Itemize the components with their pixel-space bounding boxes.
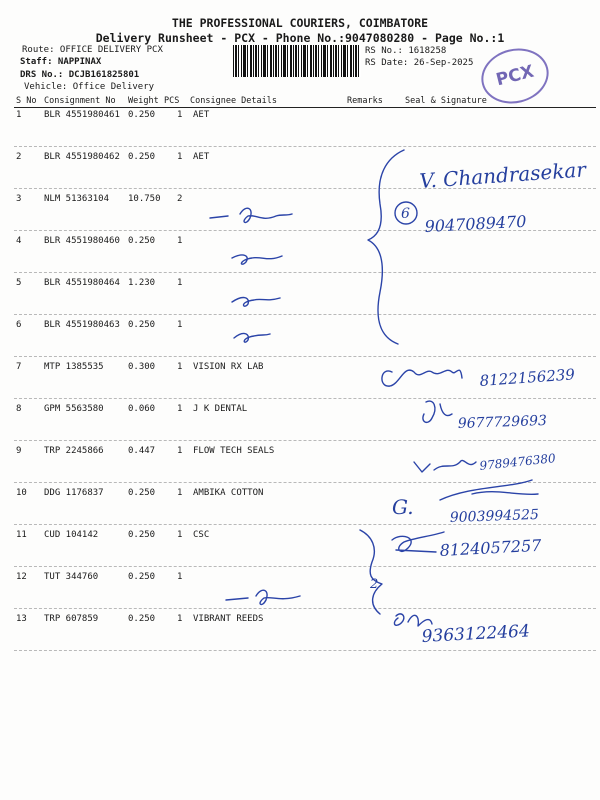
cell-sno: 9 bbox=[16, 446, 22, 456]
vehicle: Vehicle: Office Delivery bbox=[24, 82, 155, 92]
cell-consignment-no: BLR 4551980461 bbox=[44, 110, 120, 120]
pcx-stamp: PCX bbox=[475, 42, 554, 111]
row-separator bbox=[14, 272, 596, 273]
cell-weight: 1.230 bbox=[128, 278, 156, 288]
cell-sno: 6 bbox=[16, 320, 22, 330]
cell-pcs: 1 bbox=[177, 320, 183, 330]
cell-pcs: 1 bbox=[177, 278, 183, 288]
cell-consignee: CSC bbox=[193, 530, 210, 540]
cell-weight: 0.060 bbox=[128, 404, 156, 414]
row-separator bbox=[14, 146, 596, 147]
cell-weight: 0.250 bbox=[128, 320, 156, 330]
table-row bbox=[0, 236, 600, 250]
row-separator bbox=[14, 650, 596, 651]
cell-pcs: 1 bbox=[177, 614, 183, 624]
ditto-mark-row-3 bbox=[210, 208, 292, 222]
runsheet-subtitle: Delivery Runsheet - PCX - Phone No.:9047080280 - Page No.:1 bbox=[95, 31, 505, 45]
table-row bbox=[0, 530, 600, 544]
col-header-consignee: Consignee Details bbox=[190, 96, 277, 106]
table-row bbox=[0, 572, 600, 586]
phone-row-13: 9363122464 bbox=[421, 621, 531, 647]
col-header-remarks: Remarks bbox=[347, 96, 383, 106]
table-row bbox=[0, 110, 600, 124]
cell-consignment-no: BLR 4551980460 bbox=[44, 236, 120, 246]
cell-consignment-no: TRP 607859 bbox=[44, 614, 99, 624]
cell-consignment-no: GPM 5563580 bbox=[44, 404, 104, 414]
table-row bbox=[0, 446, 600, 460]
cell-sno: 13 bbox=[16, 614, 27, 624]
cell-pcs: 1 bbox=[177, 362, 183, 372]
row-separator bbox=[14, 398, 596, 399]
cell-weight: 0.250 bbox=[128, 152, 156, 162]
cell-sno: 2 bbox=[16, 152, 22, 162]
phone-row-11: 8124057257 bbox=[439, 535, 542, 560]
signature-row-9 bbox=[414, 460, 476, 472]
cell-pcs: 1 bbox=[177, 404, 183, 414]
phone-row-3: 9047089470 bbox=[424, 211, 527, 236]
cell-sno: 7 bbox=[16, 362, 22, 372]
ditto-mark-row-12 bbox=[226, 590, 300, 604]
table-row bbox=[0, 152, 600, 166]
cell-consignment-no: BLR 4551980463 bbox=[44, 320, 120, 330]
signer-initial-row-10: G. bbox=[392, 495, 414, 519]
cell-consignee: AET bbox=[193, 110, 210, 120]
table-row bbox=[0, 404, 600, 418]
table-row bbox=[0, 320, 600, 334]
cell-sno: 11 bbox=[16, 530, 27, 540]
cell-pcs: 2 bbox=[177, 194, 183, 204]
header-rule bbox=[14, 107, 596, 108]
document-title: THE PROFESSIONAL COURIERS, COIMBATORE bbox=[171, 16, 429, 30]
rs-number: RS No.: 1618258 bbox=[365, 46, 447, 56]
cell-sno: 4 bbox=[16, 236, 22, 246]
cell-weight: 0.250 bbox=[128, 530, 156, 540]
cell-sno: 3 bbox=[16, 194, 22, 204]
row-separator bbox=[14, 188, 596, 189]
signer-name-row-3: V. Chandrasekar bbox=[418, 157, 587, 193]
cell-weight: 10.750 bbox=[128, 194, 161, 204]
cell-weight: 0.250 bbox=[128, 236, 156, 246]
row-separator bbox=[14, 440, 596, 441]
cell-pcs: 1 bbox=[177, 236, 183, 246]
cell-pcs: 1 bbox=[177, 572, 183, 582]
cell-pcs: 1 bbox=[177, 152, 183, 162]
cell-pcs: 1 bbox=[177, 110, 183, 120]
cell-weight: 0.250 bbox=[128, 488, 156, 498]
col-header-consignment: Consignment No bbox=[44, 96, 116, 106]
row-separator bbox=[14, 566, 596, 567]
cell-consignment-no: NLM 51363104 bbox=[44, 194, 110, 204]
cell-weight: 0.250 bbox=[128, 572, 156, 582]
cell-weight: 0.250 bbox=[128, 110, 156, 120]
barcode bbox=[233, 45, 361, 77]
cell-consignment-no: MTP 1385535 bbox=[44, 362, 104, 372]
cell-consignment-no: DDG 1176837 bbox=[44, 488, 104, 498]
row-separator bbox=[14, 482, 596, 483]
drs-number: DRS No.: DCJB161825801 bbox=[20, 70, 140, 80]
ditto-mark-row-4 bbox=[232, 255, 282, 264]
staff: Staff: NAPPINAX bbox=[20, 57, 102, 67]
row-separator bbox=[14, 314, 596, 315]
col-header-weight: Weight bbox=[128, 96, 159, 106]
cell-weight: 0.250 bbox=[128, 614, 156, 624]
cell-sno: 8 bbox=[16, 404, 22, 414]
row-separator bbox=[14, 230, 596, 231]
route: Route: OFFICE DELIVERY PCX bbox=[22, 45, 163, 55]
rs-date: RS Date: 26-Sep-2025 bbox=[365, 58, 474, 68]
col-header-seal-signature: Seal & Signature bbox=[405, 96, 487, 106]
cell-weight: 0.300 bbox=[128, 362, 156, 372]
table-row bbox=[0, 278, 600, 292]
cell-consignee: VISION RX LAB bbox=[193, 362, 264, 372]
cell-pcs: 1 bbox=[177, 530, 183, 540]
cell-sno: 12 bbox=[16, 572, 27, 582]
count-rows-11-12: 2 bbox=[370, 577, 379, 592]
ditto-mark-row-6 bbox=[234, 334, 270, 343]
phone-row-7: 8122156239 bbox=[479, 365, 576, 390]
cell-consignee: J K DENTAL bbox=[193, 404, 248, 414]
cell-consignment-no: CUD 104142 bbox=[44, 530, 99, 540]
cell-sno: 10 bbox=[16, 488, 27, 498]
table-row bbox=[0, 614, 600, 628]
cell-consignment-no: TRP 2245866 bbox=[44, 446, 104, 456]
circled-count: 6 bbox=[401, 206, 410, 222]
phone-row-9: 9789476380 bbox=[478, 451, 557, 473]
cell-consignee: FLOW TECH SEALS bbox=[193, 446, 275, 456]
phone-row-10: 9003994525 bbox=[449, 506, 540, 526]
table-row bbox=[0, 488, 600, 502]
table-row bbox=[0, 194, 600, 208]
cell-consignee: VIBRANT REEDS bbox=[193, 614, 264, 624]
cell-pcs: 1 bbox=[177, 488, 183, 498]
cell-sno: 1 bbox=[16, 110, 22, 120]
row-separator bbox=[14, 608, 596, 609]
row-separator bbox=[14, 356, 596, 357]
row-separator bbox=[14, 524, 596, 525]
cell-consignment-no: BLR 4551980462 bbox=[44, 152, 120, 162]
cell-weight: 0.447 bbox=[128, 446, 156, 456]
ditto-mark-row-5 bbox=[232, 298, 280, 307]
cell-consignee: AET bbox=[193, 152, 210, 162]
cell-consignment-no: TUT 344760 bbox=[44, 572, 99, 582]
col-header-sno: S No bbox=[16, 96, 37, 106]
cell-pcs: 1 bbox=[177, 446, 183, 456]
cell-consignee: AMBIKA COTTON bbox=[193, 488, 264, 498]
phone-row-8: 9677729693 bbox=[457, 412, 548, 432]
cell-sno: 5 bbox=[16, 278, 22, 288]
cell-consignment-no: BLR 4551980464 bbox=[44, 278, 120, 288]
col-header-pcs: PCS bbox=[164, 96, 180, 106]
table-row bbox=[0, 362, 600, 376]
